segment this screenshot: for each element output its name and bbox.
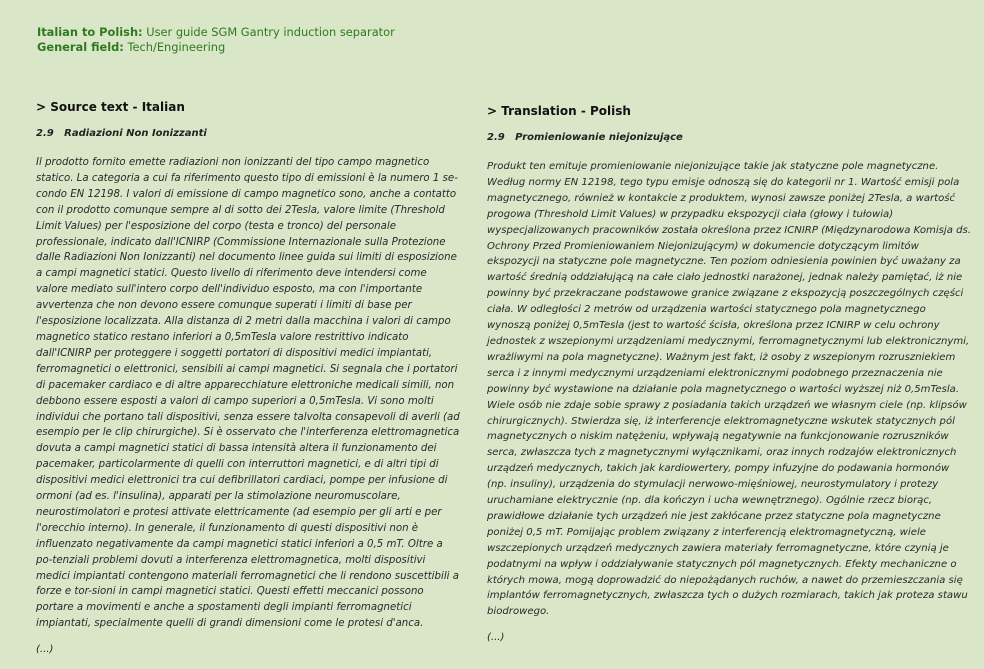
- general-field-value: Tech/Engineering: [127, 40, 226, 54]
- document-header: [37, 25, 395, 55]
- general-field-line: [37, 40, 395, 55]
- source-section-name: Radiazioni Non Ionizzanti: [64, 128, 207, 139]
- translation-column: [487, 104, 972, 643]
- source-section-number: 2.9: [36, 128, 54, 139]
- translation-section-number: 2.9: [487, 132, 505, 143]
- general-field-label: General field:: [37, 40, 124, 54]
- source-body: Il prodotto fornito emette radiazioni non ionizzanti del tipo campo magnetico statico. La categoria a cui fa riferimento questo tipo di emissioni è la numero 1 se-condo EN 12198. I valori di emissione di campo magnetico sono, anche a contatto con il prodotto comunque sempre al di sotto dei 2Tesla, valore limite (Threshold Limit Values) per l'esposizione del corpo (testa e tronco) del personale professionale, indicato dall'ICNIRP (Commissione Internazionale sulla Protezione dalle Radiazioni Non Ionizzanti) nel documento linee guida sui limiti di esposizione a campi magnetici statici. Questo livello di riferimento deve intendersi come valore mediato sull'intero corpo dell'individuo esposto, ma con l'importante avvertenza che non devono essere comunque superati i limiti di base per l'esposizione localizzata. Alla distanza di 2 metri dalla macchina i valori di campo magnetico statico restano inferiori a 0,5mTesla valore restrittivo indicato dall'ICNIRP per proteggere i soggetti portatori di dispositivi medici impiantati, ferromagnetici o elettronici, sensibili ai campi magnetici. Si segnala che i portatori di pacemaker cardiaco e di altre apparecchiature elettroniche medicali simili, non debbono essere esposti a valori di campo superiori a 0,5mTesla. Vi sono molti individui che portano tali dispositivi, senza essere talvolta consapevoli di averli (ad esempio per le clip chirurgiche). Si è osservato che l'interferenza elettromagnetica dovuta a campi magnetici statici di bassa intensità altera il funzionamento dei pacemaker, particolarmente di quelli con interruttori magnetici, e di altri tipi di dispositivi medici elettronici tra cui defibrillatori cardiaci, pompe per infusione di ormoni (ad es. l'insulina), apparati per la stimolazione neuromuscolare, neurostimolatori e protesi attivate elettricamente (ad esempio per gli arti e per l'orecchio interno). In generale, il funzionamento di questi dispositivi non è influenzato negativamente da campi magnetici statici inferiori a 0,5 mT. Oltre a po-tenziali problemi dovuti a interferenza elettromagnetica, molti dispositivi medici impiantati contengono materiali ferromagnetici che li rendono suscettibili a forze e tor-sioni in campi magnetici statici. Questi effetti meccanici possono portare a movimenti e anche a spostamenti degli impianti ferromagnetici impiantati, specialmente quelli di grandi dimensioni come le protesi d'anca.: [36, 157, 460, 630]
- source-ellipsis: (...): [36, 644, 54, 656]
- language-pair-line: [37, 25, 395, 40]
- source-section-title: [36, 128, 461, 139]
- translation-heading: > Translation - Polish: [487, 104, 631, 118]
- source-column: [36, 100, 461, 655]
- language-pair-label: Italian to Polish:: [37, 25, 143, 39]
- translation-section-name: Promieniowanie niejonizujące: [515, 132, 683, 143]
- translation-section-title: [487, 132, 972, 143]
- translation-ellipsis: (...): [487, 632, 505, 644]
- translation-body: Produkt ten emituje promieniowanie niejonizujące takie jak statyczne pole magnetyczne. Według normy EN 12198, tego typu emisje odnoszą się do kategorii nr 1. Wartość emisji pola magnetycznego, również w kontakcie z produktem, wynosi zawsze poniżej 2Tesla, a wartość progowa (Threshold Limit Values) w przypadku ekspozycji ciała (głowy i tułowia) wyspecjalizowanych pracowników została określona przez ICNIRP (Międzynarodowa Komisja ds. Ochrony Przed Promieniowaniem Niejonizującym) w dokumencie dotyczącym limitów ekspozycji na statyczne pole magnetyczne. Ten poziom odniesienia powinien być uważany za wartość średnią oddziałującą na całe ciało jednostki narażonej, jednak należy pamiętać, iż nie powinny być przekraczane podstawowe granice związane z ekspozycją poszczególnych części ciała. W odległości 2 metrów od urządzenia wartości statycznego pola magnetycznego wynoszą poniżej 0,5mTesla (jest to wartość ścisła, określona przez ICNIRP w celu ochrony jednostek z wszepionymi urządzeniami medycznymi, ferromagnetycznymi lub elektronicznymi, wrażliwymi na pola magnetyczne). Ważnym jest fakt, iż osoby z wszepionym rozruszniekiem serca i z innymi medycznymi urządzeniami elektronicznymi podobnego przeznaczenia nie powinny być wystawione na działanie pola magnetycznego o wartości wyższej niż 0,5mTesla. Wiele osób nie zdaje sobie sprawy z posiadania takich urządzeń we własnym ciele (np. klipsów chirurgicznych). Stwierdza się, iż interferencje elektromagnetyczne wskutek statycznych pól magnetycznych o niskim natężeniu, wpływają negatywnie na funkcjonowanie rozruszników serca, zwłaszcza tych z magnetycznymi wyłącznikami, oraz innych rodzajów elektronicznych urządzeń medycznych, takich jak kardiowertery, pompy infuzyjne do podawania hormonów (np. insuliny), urządzenia do stymulacji nerwowo-mięśniowej, neurostymulatory i protezy uruchamiane elektrycznie (np. dla kończyn i ucha wewnętrznego). Ogólnie rzecz biorąc, prawidłowe działanie tych urządzeń nie jest zakłócane przez statyczne pola magnetyczne poniżej 0,5 mT. Pomijając problem związany z interferencją elektromagnetyczną, wiele wszczepionych urządzeń medycznych zawiera materiały ferromagnetyczne, które czynią je podatnymi na wpływ i oddziaływanie statycznych pól magnetycznych. Efekty mechaniczne o których mowa, mogą doprowadzić do niepożądanych ruchów, a nawet do przemieszczania się implantów ferromagnetycznych, zwłaszcza tych o dużych rozmiarach, takich jak proteza stawu biodrowego.: [487, 161, 971, 618]
- source-heading: > Source text - Italian: [36, 100, 185, 114]
- language-pair-value: User guide SGM Gantry induction separator: [146, 25, 395, 39]
